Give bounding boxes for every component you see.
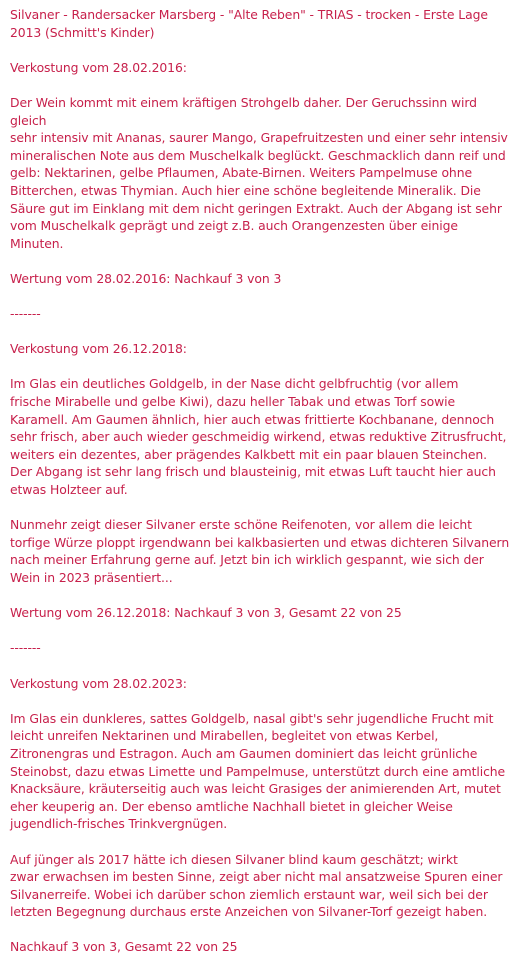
wine-title-line-2: 2013 (Schmitt's Kinder): [10, 24, 155, 40]
wine-title: [10, 6, 510, 41]
tasting-notes-document: [10, 6, 510, 974]
tasting-paragraph-2-1: Im Glas ein deutliches Goldgelb, in der Nase dicht gelbfruchtig (vor allem frische Mirabelle und gelbe Kiwi), dazu heller Tabak und etwas Torf sowie Karamell. Am Gaumen ähnlich, hier auch etwas frittierte Kochbanane, dennoch sehr frisch, aber auch wieder geschmeidig wirkend, etwas reduktive Zitrusfrucht, weiters ein dezentes, aber prägendes Kalkbett mit ein paar blauen Steinchen. Der Abgang ist sehr lang frisch und blausteinig, mit etwas Luft taucht hier auch etwas Holzteer auf.: [10, 376, 507, 498]
tasting-paragraph-3-2: Auf jünger als 2017 hätte ich diesen Silvaner blind kaum geschätzt; wirkt zwar erwachsen im besten Sinne, zeigt aber nicht mal ansatzweise Spuren einer Silvanerreife. Wobei ich darüber schon ziemlich erstaunt war, weil sich bei der letzten Begegnung durchaus erste Anzeichen von Silvaner-Torf gezeigt haben.: [10, 851, 503, 920]
tasting-paragraph-2-2: Nunmehr zeigt dieser Silvaner erste schöne Reifenoten, vor allem die leicht torfige Würze ploppt irgendwann bei kalkbasierten und etwas dichteren Silvanern nach meiner Erfahrung gerne auf. Jetzt bin ich wirklich gespannt, wie sich der Wein in 2023 präsentiert...: [10, 517, 510, 585]
wine-title-line-1: Silvaner - Randersacker Marsberg - "Alte Reben" - TRIAS - trocken - Erste Lage: [10, 7, 488, 22]
tasting-paragraph-1-1: Der Wein kommt mit einem kräftigen Strohgelb daher. Der Geruchssinn wird gleich sehr intensiv mit Ananas, saurer Mango, Grapefruitzesten und einer sehr intensiv mineralischen Note aus dem Muschelkalk beglückt. Geschmacklich dann reif und gelb: Nektarinen, gelbe Pflaumen, Abate-Birnen. Weiters Pampelmuse ohne Bitterchen, etwas Thymian. Auch hier eine schöne begleitende Mineralik. Die Säure gut im Einklang mit dem nicht geringen Extrakt. Auch der Abgang ist sehr vom Muschelkalk geprägt und zeigt z.B. auch Orangenzesten über einige Minuten.: [10, 94, 508, 251]
separator-2: -------: [10, 640, 41, 656]
tasting-heading-2: Verkostung vom 26.12.2018:: [10, 341, 187, 357]
tasting-heading-1: Verkostung vom 28.02.2016:: [10, 59, 187, 75]
tasting-rating-3: Nachkauf 3 von 3, Gesamt 22 von 25: [10, 939, 238, 955]
tasting-rating-2: Wertung vom 26.12.2018: Nachkauf 3 von 3, Gesamt 22 von 25: [10, 605, 402, 621]
tasting-rating-1: Wertung vom 28.02.2016: Nachkauf 3 von 3: [10, 270, 282, 286]
separator-1: -------: [10, 306, 41, 322]
tasting-paragraph-3-1: Im Glas ein dunkleres, sattes Goldgelb, nasal gibt's sehr jugendliche Frucht mit leicht unreifen Nektarinen und Mirabellen, begleitet von etwas Kerbel, Zitronengras und Estragon. Auch am Gaumen dominiert das leicht grünliche Steinobst, dazu etwas Limette und Pampelmuse, unterstützt durch eine amtliche Knacksäure, kräuterseitig auch was leicht Grasiges der animierenden Art, mutet eher keuperig an. Der ebenso amtliche Nachhall bietet in gleicher Weise jugendlich-frisches Trinkvergnügen.: [10, 710, 506, 832]
tasting-heading-3: Verkostung vom 28.02.2023:: [10, 675, 187, 691]
